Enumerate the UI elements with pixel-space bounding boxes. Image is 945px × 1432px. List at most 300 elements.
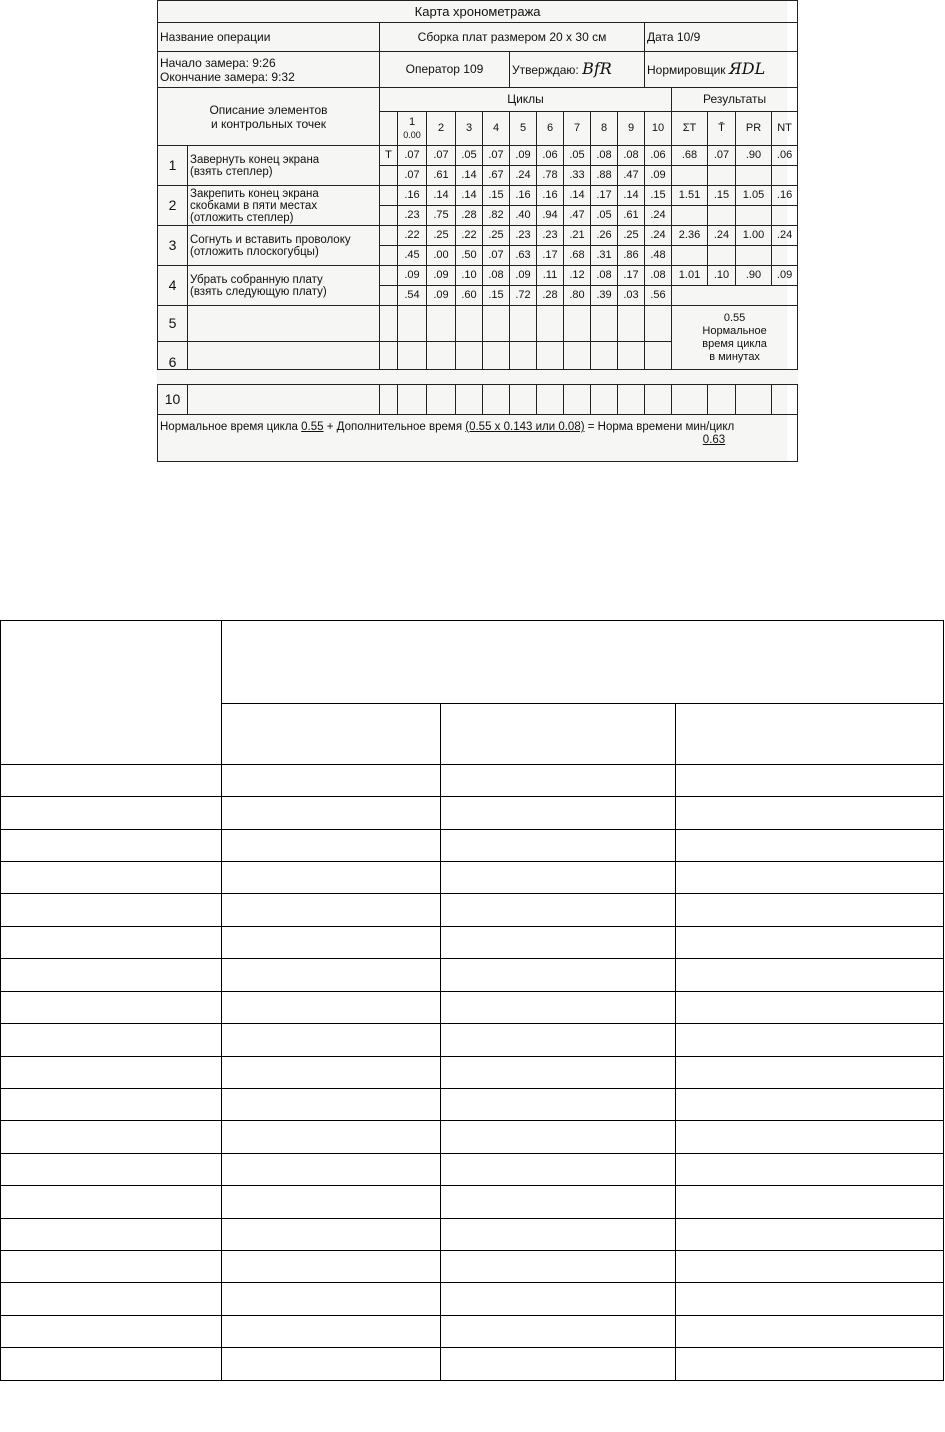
grid-cell (222, 991, 441, 1023)
grid-row (1, 829, 944, 861)
grid-row (1, 861, 944, 893)
torn-gap (158, 370, 798, 385)
cycle-reading-cell: .14 (456, 166, 483, 186)
grid-cell (676, 926, 944, 958)
result-sum-cell: 2.36 (672, 226, 708, 246)
grid-cell (1, 764, 222, 796)
footer-additional-value: (0.55 x 0.143 или 0.08) (465, 421, 585, 433)
grid-row (1, 926, 944, 958)
cycle-reading-cell: .39 (591, 286, 618, 306)
grid-row (1, 959, 944, 991)
grid-cell (222, 894, 441, 926)
grid-cell (676, 1348, 944, 1381)
cycle-time-cell: .08 (591, 266, 618, 286)
grid-row (1, 1218, 944, 1250)
empty-cell (380, 306, 398, 342)
grid-cell (222, 1283, 441, 1315)
element-row-t (158, 266, 798, 286)
grid-cell (1, 861, 222, 893)
element-description-line: Согнуть и вставить проволоку (190, 233, 351, 246)
cycle-reading-cell: .00 (427, 246, 456, 266)
cycle-time-cell: .23 (537, 226, 564, 246)
result-col-header: T̄ (708, 112, 736, 146)
element-description (188, 146, 380, 186)
cycle-time-cell: .21 (564, 226, 591, 246)
grid-cell (1, 1218, 222, 1250)
cycle-time-cell: .17 (591, 186, 618, 206)
cycle-time-cell: .08 (591, 146, 618, 166)
grid-cell (1, 1024, 222, 1056)
cycle-reading-cell: .67 (483, 166, 510, 186)
grid-cell (676, 1056, 944, 1088)
grid-cell (676, 1315, 944, 1347)
card-title: Карта хронометража (158, 1, 798, 23)
cycle-reading-cell: .28 (537, 286, 564, 306)
result-nt-cell: .06 (772, 146, 798, 166)
description-header-line-2: и контрольных точек (210, 116, 327, 131)
result-col-header: NT (772, 112, 798, 146)
cycle-time-cell: .07 (427, 146, 456, 166)
operation-label: Название операции (158, 23, 380, 52)
normer-field (645, 52, 798, 88)
grid-row (1, 1153, 944, 1185)
approve-signature: BfR (582, 59, 612, 78)
cycle-time-cell: .22 (456, 226, 483, 246)
cycle-time-cell: .08 (618, 146, 645, 166)
grid-cell (676, 1088, 944, 1120)
grid-cell (222, 1121, 441, 1153)
cycle-reading-cell: .07 (398, 166, 427, 186)
cycle-time-cell: .09 (510, 146, 537, 166)
operation-value: Сборка плат размером 20 х 30 см (380, 23, 645, 52)
grid-row (1, 764, 944, 796)
operator-field: Оператор 109 (380, 52, 510, 88)
empty-grid-table (0, 620, 944, 1381)
element-description (188, 186, 380, 226)
cycle-reading-cell: .07 (483, 246, 510, 266)
grid-row (1, 1315, 944, 1347)
grid-cell (441, 1251, 676, 1283)
cycle-reading-cell: .40 (510, 206, 537, 226)
empty-cell (380, 166, 398, 186)
grid-cell (441, 1315, 676, 1347)
grid-cell (441, 1186, 676, 1218)
cycle-reading-cell: .61 (427, 166, 456, 186)
grid-cell (1, 1348, 222, 1381)
grid-cell (676, 1121, 944, 1153)
cycle-reading-cell: .56 (645, 286, 672, 306)
grid-cell (1, 1121, 222, 1153)
grid-cell (1, 894, 222, 926)
element-description (188, 266, 380, 306)
empty-result-cell (672, 206, 708, 226)
start-time: Начало замера: 9:26 (160, 55, 276, 70)
grid-cell (441, 1218, 676, 1250)
grid-cell (1, 621, 222, 765)
cycle-reading-cell: .50 (456, 246, 483, 266)
cycle-time-cell: .14 (427, 186, 456, 206)
empty-result-cell (672, 286, 798, 306)
result-pr-cell: .90 (736, 146, 772, 166)
footer-normal-value: 0.55 (301, 421, 324, 433)
element-row-t (158, 226, 798, 246)
result-col-header: ΣT (672, 112, 708, 146)
grid-cell (441, 861, 676, 893)
grid-row (1, 1056, 944, 1088)
cycle-time-cell: .14 (564, 186, 591, 206)
grid-cell (441, 1348, 676, 1381)
cycle-time-cell: .05 (564, 146, 591, 166)
cycle-reading-cell: .72 (510, 286, 537, 306)
empty-description (188, 385, 380, 415)
grid-row (1, 991, 944, 1023)
time-study-card (157, 0, 793, 462)
cycle-time-cell: .15 (483, 186, 510, 206)
t-mark (380, 186, 398, 206)
cycle-time-cell: .16 (510, 186, 537, 206)
element-description-line: Закрепить конец экрана (190, 187, 319, 200)
cycle-time-cell: .25 (618, 226, 645, 246)
row-number: 4 (158, 266, 188, 306)
t-mark: T (380, 146, 398, 166)
normer-label: Нормировщик (647, 63, 726, 77)
grid-cell (676, 894, 944, 926)
grid-row (1, 621, 944, 704)
empty-cell (380, 246, 398, 266)
grid-cell (441, 991, 676, 1023)
cycle-reading-cell: .86 (618, 246, 645, 266)
grid-cell (222, 1251, 441, 1283)
row-number: 6 (158, 342, 188, 370)
normal-cycle-note-line: Нормальное (702, 324, 767, 337)
footer-norm-value: 0.63 (702, 434, 726, 446)
cycle-reading-cell: .24 (645, 206, 672, 226)
cycle-reading-cell: .78 (537, 166, 564, 186)
cycle-reading-cell: .09 (427, 286, 456, 306)
cycle-col-header: 10 (645, 112, 672, 146)
grid-row (1, 1024, 944, 1056)
grid-cell (222, 704, 441, 765)
cycle-time-cell: .25 (483, 226, 510, 246)
grid-cell (1, 926, 222, 958)
empty-cell (380, 385, 398, 415)
cycle-col-header: 9 (618, 112, 645, 146)
grid-cell (1, 1315, 222, 1347)
cycle-time-cell: .17 (618, 266, 645, 286)
grid-row (1, 1251, 944, 1283)
empty-result-cell (672, 246, 708, 266)
grid-cell (676, 1186, 944, 1218)
grid-cell (676, 797, 944, 829)
grid-cell (1, 959, 222, 991)
empty-result-cell (708, 166, 736, 186)
cycle-col-1 (398, 112, 427, 146)
cycle-time-cell: .23 (510, 226, 537, 246)
element-row-t (158, 146, 798, 166)
results-header: Результаты (672, 88, 798, 112)
grid-cell (676, 1218, 944, 1250)
cycle-reading-cell: .31 (591, 246, 618, 266)
cycle-reading-cell: .68 (564, 246, 591, 266)
grid-cell (1, 1251, 222, 1283)
result-avg-cell: .07 (708, 146, 736, 166)
empty-result-cell (772, 166, 798, 186)
grid-cell (676, 1283, 944, 1315)
description-header-line-1: Описание элементов (209, 102, 328, 117)
empty-result-cell (672, 166, 708, 186)
cycle-col-1-label: 1 (408, 115, 416, 128)
cycle-reading-cell: .54 (398, 286, 427, 306)
grid-row (1, 1088, 944, 1120)
grid-cell (222, 764, 441, 796)
cycle-reading-cell: .09 (645, 166, 672, 186)
empty-description (188, 342, 380, 370)
grid-cell (222, 926, 441, 958)
empty-cell (380, 206, 398, 226)
grid-cell (441, 704, 676, 765)
cycle-reading-cell: .60 (456, 286, 483, 306)
cycle-reading-cell: .23 (398, 206, 427, 226)
element-description-line: Завернуть конец экрана (190, 153, 320, 166)
grid-cell (222, 829, 441, 861)
grid-row (1, 1121, 944, 1153)
grid-cell (676, 1153, 944, 1185)
row-number: 3 (158, 226, 188, 266)
result-avg-cell: .10 (708, 266, 736, 286)
grid-cell (222, 1024, 441, 1056)
grid-cell (676, 704, 944, 765)
cycle-reading-cell: .17 (537, 246, 564, 266)
grid-cell (222, 621, 944, 704)
result-sum-cell: 1.51 (672, 186, 708, 206)
grid-cell (222, 1348, 441, 1381)
cycle-reading-cell: .45 (398, 246, 427, 266)
cycle-reading-cell: .75 (427, 206, 456, 226)
cycle-time-cell: .16 (398, 186, 427, 206)
cycle-reading-cell: .47 (618, 166, 645, 186)
empty-result-cell (736, 166, 772, 186)
grid-cell (676, 764, 944, 796)
normal-cycle-note-line: время цикла (702, 337, 767, 350)
element-description (188, 226, 380, 266)
row-number: 2 (158, 186, 188, 226)
cycle-time-cell: .08 (645, 266, 672, 286)
element-description-line: Убрать собранную плату (190, 273, 323, 286)
cycle-reading-cell: .15 (483, 286, 510, 306)
cycle-reading-cell: .80 (564, 286, 591, 306)
grid-cell (441, 1024, 676, 1056)
row-number: 5 (158, 306, 188, 342)
grid-cell (676, 959, 944, 991)
normal-cycle-note-line: в минутах (709, 350, 760, 363)
grid-cell (676, 1251, 944, 1283)
grid-cell (441, 797, 676, 829)
cycle-time-cell: .15 (645, 186, 672, 206)
grid-cell (441, 959, 676, 991)
end-time: Окончание замера: 9:32 (160, 69, 295, 84)
cycle-time-cell: .08 (483, 266, 510, 286)
grid-cell (441, 926, 676, 958)
cycle-reading-cell: .48 (645, 246, 672, 266)
cycle-reading-cell: .33 (564, 166, 591, 186)
grid-row (1, 1186, 944, 1218)
cycle-time-cell: .14 (618, 186, 645, 206)
normal-cycle-value: 0.55 (723, 311, 746, 324)
empty-result-cell (772, 246, 798, 266)
spacer-cell (380, 112, 398, 146)
grid-cell (1, 797, 222, 829)
t-mark (380, 266, 398, 286)
element-description-line: (отложить плоскогубцы) (190, 245, 319, 258)
grid-cell (441, 764, 676, 796)
grid-row (1, 894, 944, 926)
grid-cell (1, 1283, 222, 1315)
grid-cell (222, 797, 441, 829)
t-mark (380, 226, 398, 246)
grid-cell (441, 1283, 676, 1315)
grid-cell (676, 991, 944, 1023)
result-avg-cell: .15 (708, 186, 736, 206)
cycle-time-cell: .06 (645, 146, 672, 166)
grid-cell (1, 991, 222, 1023)
cycle-col-header: 6 (537, 112, 564, 146)
empty-result-cell (708, 246, 736, 266)
grid-cell (222, 1153, 441, 1185)
cycle-time-cell: .09 (398, 266, 427, 286)
approve-label: Утверждаю: (512, 63, 579, 77)
cycle-time-cell: .11 (537, 266, 564, 286)
grid-cell (676, 1024, 944, 1056)
time-study-table (157, 0, 798, 462)
row-number: 10 (158, 385, 188, 415)
cycle-reading-cell: .28 (456, 206, 483, 226)
cycle-reading-cell: .05 (591, 206, 618, 226)
element-rows (158, 146, 798, 306)
grid-cell (441, 1056, 676, 1088)
cycle-col-header: 5 (510, 112, 537, 146)
cycle-reading-cell: .63 (510, 246, 537, 266)
element-description-line: (взять степлер) (190, 165, 273, 178)
cycle-reading-cell: .88 (591, 166, 618, 186)
cycle-time-cell: .09 (427, 266, 456, 286)
result-pr-cell: 1.00 (736, 226, 772, 246)
empty-result-cell (708, 206, 736, 226)
cycle-time-cell: .06 (537, 146, 564, 166)
cycle-time-cell: .12 (564, 266, 591, 286)
result-sum-cell: .68 (672, 146, 708, 166)
footer-formula (158, 415, 798, 462)
approve-field (510, 52, 645, 88)
cycle-reading-cell: .24 (510, 166, 537, 186)
empty-result-cell (736, 206, 772, 226)
cycle-col-header: 4 (483, 112, 510, 146)
result-col-header: PR (736, 112, 772, 146)
cycle-time-cell: .14 (456, 186, 483, 206)
grid-cell (441, 1121, 676, 1153)
result-nt-cell: .16 (772, 186, 798, 206)
cycle-reading-cell: .47 (564, 206, 591, 226)
cycle-time-cell: .25 (427, 226, 456, 246)
grid-cell (441, 1153, 676, 1185)
empty-result-cell (772, 206, 798, 226)
footer-norm-label: = Норма времени мин/цикл (587, 421, 735, 433)
result-pr-cell: .90 (736, 266, 772, 286)
grid-row (1, 1283, 944, 1315)
element-description-line: скобками в пяти местах (190, 199, 318, 212)
result-avg-cell: .24 (708, 226, 736, 246)
cycle-reading-cell: .82 (483, 206, 510, 226)
result-pr-cell: 1.05 (736, 186, 772, 206)
result-nt-cell: .24 (772, 226, 798, 246)
footer-additional-label: + Дополнительное время (326, 421, 463, 433)
result-sum-cell: 1.01 (672, 266, 708, 286)
cycle-time-cell: .22 (398, 226, 427, 246)
cycle-time-cell: .07 (398, 146, 427, 166)
grid-row (1, 797, 944, 829)
grid-cell (222, 959, 441, 991)
element-description-line: (отложить степлер) (190, 211, 294, 224)
element-row-t (158, 186, 798, 206)
cycle-col-header: 7 (564, 112, 591, 146)
grid-cell (676, 861, 944, 893)
normer-signature: ЯDL (728, 59, 766, 78)
element-description-line: (взять следующую плату) (190, 285, 327, 298)
cycle-time-cell: .10 (456, 266, 483, 286)
timing-box (158, 52, 380, 88)
cycle-time-cell: .16 (537, 186, 564, 206)
grid-cell (1, 1153, 222, 1185)
grid-cell (222, 1218, 441, 1250)
grid-cell (222, 1088, 441, 1120)
grid-cell (1, 1056, 222, 1088)
grid-cell (676, 829, 944, 861)
date-field: Дата 10/9 (645, 23, 798, 52)
cycle-col-header: 8 (591, 112, 618, 146)
cycles-header: Циклы (380, 88, 672, 112)
grid-row (1, 1348, 944, 1381)
cycle-time-cell: .26 (591, 226, 618, 246)
start-reading: 0.00 (403, 129, 421, 140)
cycle-time-cell: .07 (483, 146, 510, 166)
normal-cycle-note (672, 306, 798, 370)
empty-cell (380, 286, 398, 306)
grid-cell (441, 829, 676, 861)
cycle-time-cell: .09 (510, 266, 537, 286)
cycle-time-cell: .05 (456, 146, 483, 166)
grid-cell (222, 1056, 441, 1088)
empty-description (188, 306, 380, 342)
result-nt-cell: .09 (772, 266, 798, 286)
grid-cell (222, 861, 441, 893)
empty-cell (380, 342, 398, 370)
grid-cell (1, 829, 222, 861)
cycle-reading-cell: .94 (537, 206, 564, 226)
grid-cell (1, 1088, 222, 1120)
grid-cell (441, 1088, 676, 1120)
description-header (158, 88, 380, 146)
grid-cell (222, 1186, 441, 1218)
cycle-reading-cell: .03 (618, 286, 645, 306)
footer-normal-label: Нормальное время цикла (160, 421, 298, 433)
row-number: 1 (158, 146, 188, 186)
empty-result-cell (736, 246, 772, 266)
grid-cell (441, 894, 676, 926)
cycle-col-header: 2 (427, 112, 456, 146)
cycle-reading-cell: .61 (618, 206, 645, 226)
grid-cell (1, 1186, 222, 1218)
cycle-col-header: 3 (456, 112, 483, 146)
cycle-time-cell: .24 (645, 226, 672, 246)
